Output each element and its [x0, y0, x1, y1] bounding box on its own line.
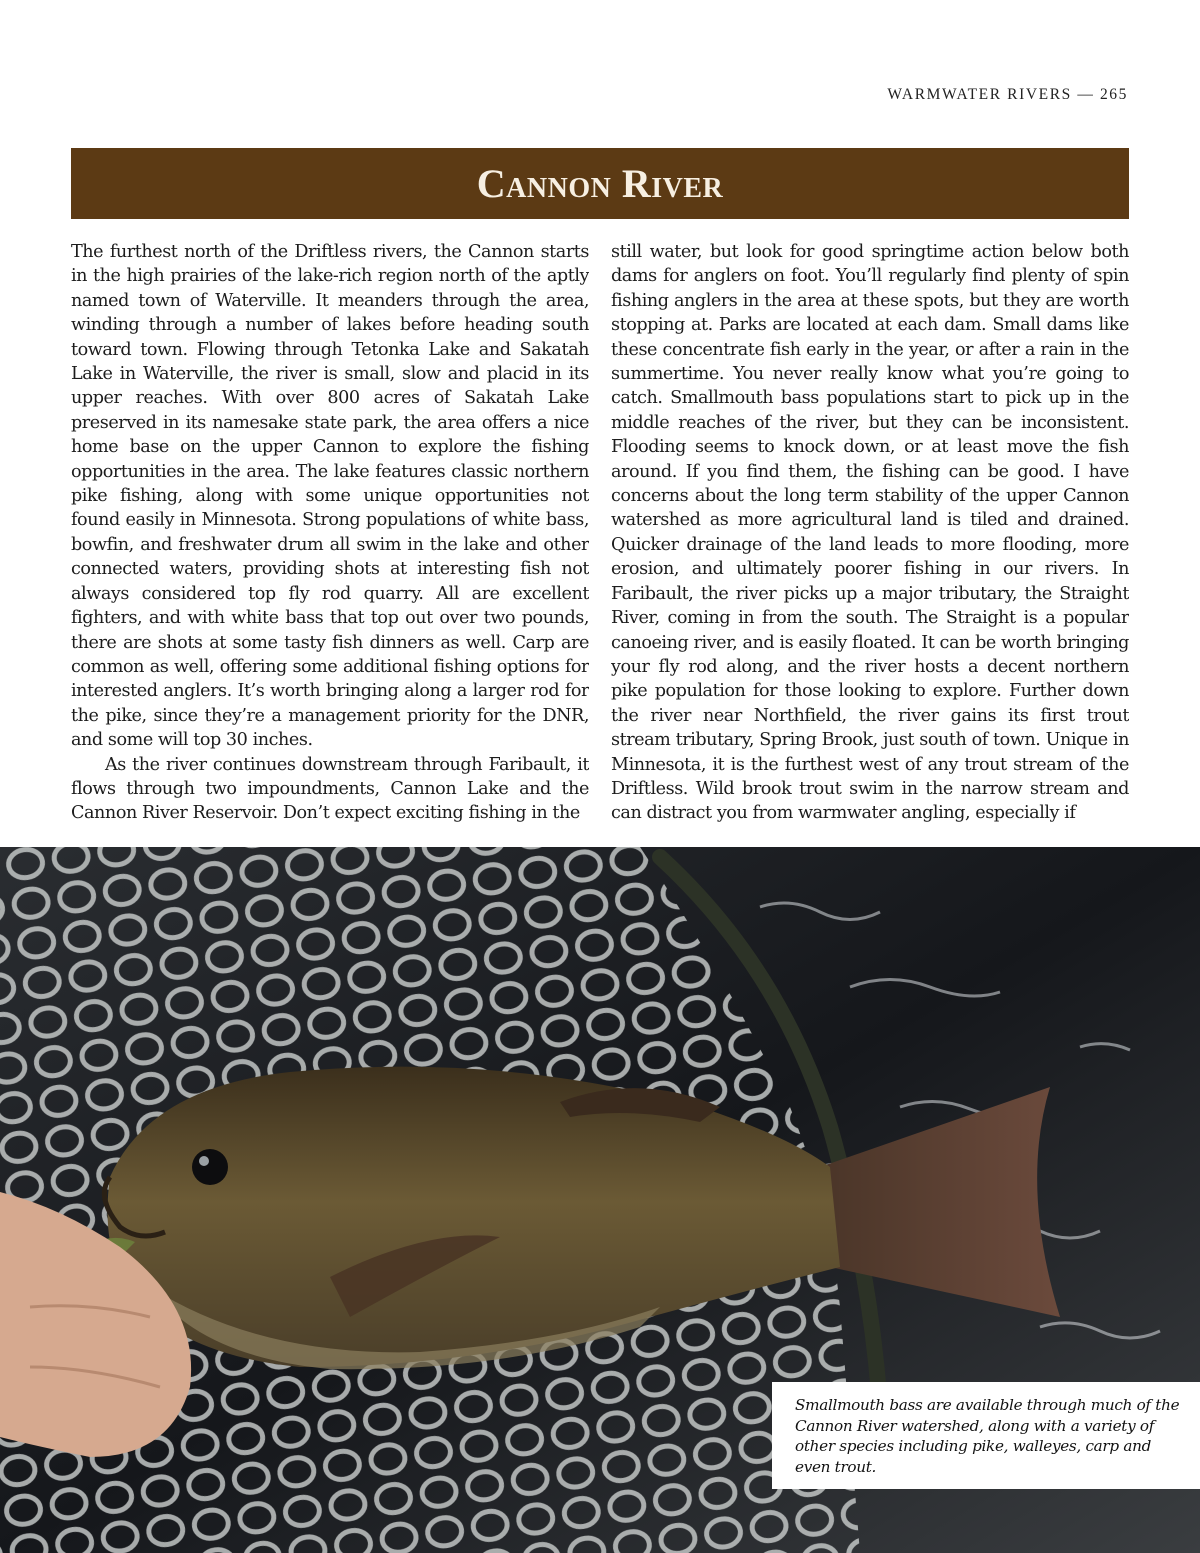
photo-caption: Smallmouth bass are available through much of the Cannon River watershed, along with a variety of other species including pike, walleyes, carp and even trout.	[772, 1382, 1200, 1489]
paragraph: The furthest north of the Driftless rivers, the Cannon starts in the high prairies of the lake-rich region north of the aptly named town of Waterville. It meanders through the area, winding through a number of lakes before heading south toward town. Flowing through Tetonka Lake and Sakatah Lake in Waterville, the river is small, slow and placid in its upper reaches. With over 800 acres of Sakatah Lake preserved in its namesake state park, the area offers a nice home base on the upper Cannon to explore the fishing opportunities in the area. The lake features classic northern pike fishing, along with some unique opportunities not found easily in Minnesota. Strong populations of white bass, bowfin, and freshwater drum all swim in the lake and other connected waters, providing shots at interesting fish not always considered top fly rod quarry. All are excellent fighters, and with white bass that top out over two pounds, there are shots at some tasty fish dinners as well. Carp are common as well, offering some additional fishing options for interested anglers. It’s worth bringing along a larger rod for the pike, since they’re a management priority for the DNR, and some will top 30 inches.	[71, 242, 589, 751]
paragraph: As the river continues downstream through Faribault, it flows through two impoundments, Cannon Lake and the Cannon River Reservoir. Don’t expect exciting fishing in the	[71, 754, 589, 824]
column-left	[71, 240, 589, 826]
paragraph: still water, but look for good springtime action below both dams for anglers on foot. You’ll regularly find plenty of spin fishing anglers in the area at these spots, but they are worth stopping at. Parks are located at each dam. Small dams like these concentrate fish early in the year, or after a rain in the summertime. You never really know what you’re going to catch. Smallmouth bass populations start to pick up in the middle reaches of the river, but they can be inconsistent. Flooding seems to knock down, or at least move the fish around. If you find them, the fishing can be good. I have concerns about the long term stability of the upper Cannon watershed as more agricultural land is tiled and drained. Quicker drainage of the land leads to more flooding, more erosion, and ultimately poorer fishing in our rivers. In Faribault, the river picks up a major tributary, the Straight River, coming in from the south. The Straight is a popular canoeing river, and is easily floated. It can be worth bringing your fly rod along, and the river hosts a decent northern pike population for those looking to explore. Further down the river near Northfield, the river gains its first trout stream tributary, Spring Brook, just south of town. Unique in Minnesota, it is the furthest west of any trout stream of the Driftless. Wild brook trout swim in the narrow stream and can distract you from warmwater angling, especially if	[611, 242, 1129, 824]
running-head: WARMWATER RIVERS — 265	[887, 86, 1128, 103]
body-columns	[71, 240, 1129, 826]
section-title: Cannon River	[476, 161, 724, 206]
column-right	[611, 240, 1129, 826]
section-title-banner	[71, 148, 1129, 219]
fish-eye	[192, 1149, 228, 1185]
